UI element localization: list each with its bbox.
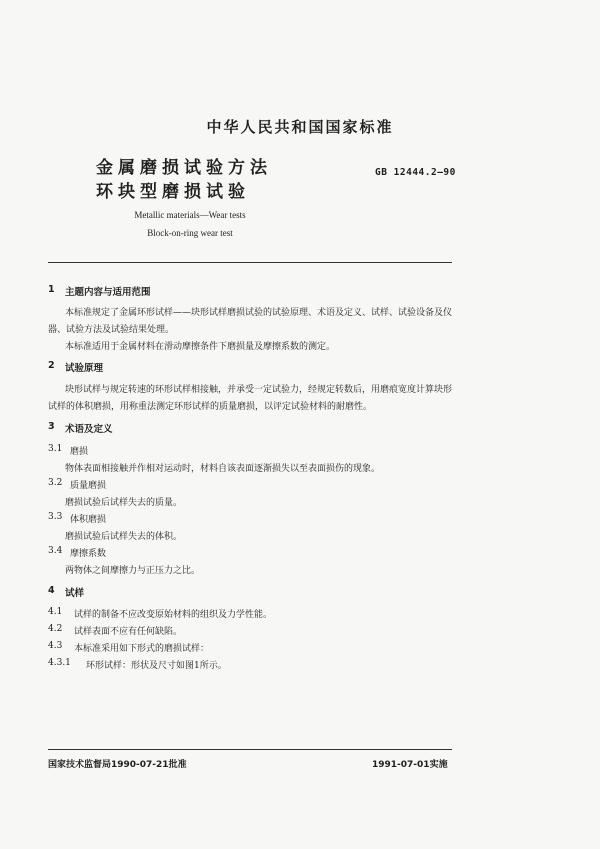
term-name: 体积磨损 (70, 515, 107, 525)
term-3-2 (0, 478, 600, 492)
section-number: 1 (48, 284, 55, 295)
bottom-divider (48, 749, 452, 750)
clause-4-1 (0, 607, 600, 621)
term-3-4 (0, 546, 600, 560)
document-title-line-2: 环块型磨损试验 (96, 182, 250, 202)
section-2-paragraph-line-2: 试样的体积磨损，用称重法测定环形试样的质量磨损，以评定试验材料的耐磨性。 (48, 402, 373, 412)
clause-text: 试样的制备不应改变原始材料的组织及力学性能。 (74, 610, 273, 620)
section-number: 3 (48, 421, 55, 432)
top-divider (48, 262, 452, 263)
clause-number: 4.3 (48, 641, 63, 651)
approval-date: 国家技术监督局1990-07-21批准 (48, 760, 187, 770)
english-title-line-1: Metallic materials—Wear tests (134, 210, 246, 220)
clause-number: 4.2 (48, 624, 63, 634)
term-name: 摩擦系数 (70, 549, 107, 559)
term-definition: 物体表面相接触并作相对运动时，材料自该表面逐渐损失以至表面损伤的现象。 (65, 464, 381, 474)
section-2-paragraph-line-1: 块形试样与规定转速的环形试样相接触，并承受一定试验力，经规定转数后，用磨痕宽度计算块形 (65, 385, 453, 395)
section-1-paragraph-2: 本标准适用于金属材料在滑动摩擦条件下磨损量及摩擦系数的测定。 (65, 342, 336, 352)
term-3-4-definition (0, 563, 600, 577)
english-title-line-2: Block-on-ring wear test (147, 228, 233, 238)
term-number: 3.1 (48, 444, 63, 454)
national-standard-heading: 中华人民共和国国家标准 (206, 118, 394, 136)
term-number: 3.4 (48, 546, 63, 556)
term-number: 3.2 (48, 478, 63, 488)
implementation-date: 1991-07-01实施 (372, 760, 448, 770)
standard-code: GB 12444.2—90 (375, 167, 456, 178)
term-name: 质量磨损 (70, 481, 107, 491)
clause-text: 本标准采用如下形式的磨损试样： (74, 644, 210, 654)
term-definition: 磨损试验后试样失去的体积。 (65, 532, 183, 542)
section-title: 试样 (65, 588, 85, 599)
term-3-2-definition (0, 495, 600, 509)
term-name: 磨损 (70, 447, 89, 457)
document-title-line-1: 金属磨损试验方法 (96, 158, 272, 178)
term-3-3-definition (0, 529, 600, 543)
clause-number: 4.1 (48, 607, 63, 617)
term-number: 3.3 (48, 512, 63, 522)
section-number: 4 (48, 585, 55, 596)
section-number: 2 (48, 360, 55, 371)
clause-text: 试样表面不应有任何缺陷。 (74, 627, 183, 637)
section-title: 术语及定义 (65, 424, 113, 435)
clause-text: 环形试样：形状及尺寸如图1所示。 (86, 661, 227, 671)
section-title: 主题内容与适用范围 (65, 287, 151, 298)
clause-4-3-1 (0, 658, 600, 672)
section-1-paragraph-1-line-1: 本标准规定了金属环形试样——块形试样磨损试验的试验原理、术语及定义、试样、试验设备及仪 (65, 308, 453, 318)
section-1-paragraph-1-line-2: 器、试验方法及试验结果处理。 (48, 325, 175, 335)
clause-4-2 (0, 624, 600, 638)
section-title: 试验原理 (65, 363, 104, 374)
term-3-1-definition (0, 461, 600, 475)
clause-number: 4.3.1 (48, 658, 71, 668)
clause-4-3 (0, 641, 600, 655)
term-3-3 (0, 512, 600, 526)
term-definition: 两物体之间摩擦力与正压力之比。 (65, 566, 201, 576)
term-definition: 磨损试验后试样失去的质量。 (65, 498, 183, 508)
term-3-1 (0, 444, 600, 458)
